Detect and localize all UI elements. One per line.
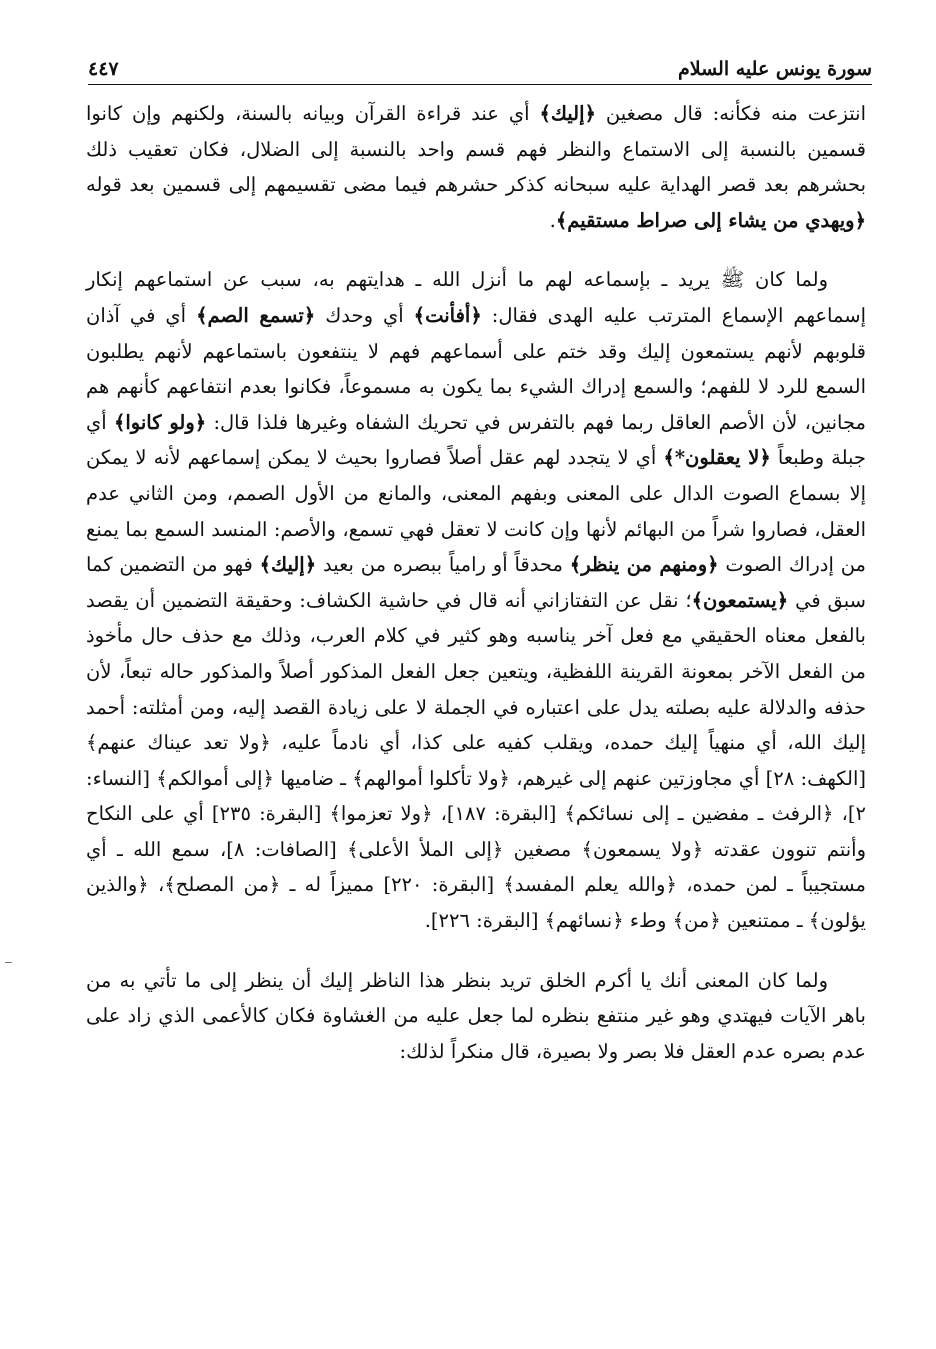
quran-quote: ﴿إليك﴾	[259, 553, 317, 577]
quran-quote: ﴿يستمعون﴾	[691, 588, 789, 612]
page-number: ٤٤٧	[88, 58, 119, 80]
text-run: أي وحدك	[315, 303, 414, 327]
scan-margin-mark	[5, 962, 12, 963]
text-run: ولما كان ﷺ يريد ـ بإسماعه لهم ما أنزل الله ـ هدايتهم به، سبب عن استماعهم إنكار إسماعهم الإسماع المترتب عليه الهدى فقال:	[86, 268, 866, 327]
quran-quote: ﴿ومنهم من ينظر﴾	[569, 553, 719, 577]
text-run: انتزعت منه فكأنه: قال مصغين	[595, 102, 866, 125]
text-run: ولما كان المعنى أنك يا أكرم الخلق تريد بنظر هذا الناظر إليك أن ينظر إلى ما تأتي به من باهر الآيات فيهتدي وهو غير منتفع بنظره لما جعل عليه من الغشاوة فكان كالأعمى الذي زاد على عدم بصره عدم العقل فلا بصر ولا بصيرة، قال منكراً لذلك:	[86, 968, 866, 1063]
quran-quote: ﴿أفأنت﴾	[413, 303, 482, 327]
text-run: محدقاً أو رامياً ببصره من بعيد	[316, 553, 570, 577]
text-run: أي لا يتجدد لهم عقل أصلاً فصاروا بحيث لا يمكن إسماعهم لأنه لا يمكن إلا بسماع الصوت الدال على المعنى وبفهم المعنى، والمانع من الأول الصمم، ومن الثاني عدم العقل، فصاروا شراً من البهائم لأنها وإن كانت لا تعقل فهي تسمع، والأصم: المنسد السمع بما يمنع من إدراك الصوت	[86, 446, 867, 577]
quran-quote: ﴿ويهدي من يشاء إلى صراط مستقيم﴾	[555, 208, 866, 232]
page-header	[88, 40, 872, 85]
paragraph	[86, 96, 866, 238]
quran-quote: ﴿ولو كانوا﴾	[113, 410, 207, 434]
quran-quote: ﴿إليك﴾	[539, 102, 596, 125]
text-run: فهو من التضمين كما سبق في	[86, 553, 866, 612]
quran-quote: ﴿تسمع الصم﴾	[196, 303, 316, 327]
text-run: أي في آذان قلوبهم لأنهم يستمعون إليك وقد ختم على أسماعهم فهم لا ينتفعون باستماعهم لأنهم يطلبون السمع للرد لا للفهم؛ والسمع إدراك الشيء بما يكون به مسموعاً، فكانوا بعدم انتفاعهم كأنهم هم مجانين، لأن الأصم العاقل ربما فهم بالتفرس في تحريك الشفاه وغيرها فلذا قال:	[86, 303, 866, 434]
paragraph	[86, 963, 866, 1070]
quran-quote: ﴿لا يعقلون*﴾	[663, 446, 771, 470]
surah-title: سورة يونس عليه السلام	[678, 58, 872, 80]
paragraph	[86, 262, 866, 938]
text-run: أي عند قراءة القرآن وبيانه بالسنة، ولكنهم وإن كانوا قسمين بالنسبة إلى الاستماع والنظر فهم قسم واحد بالنسبة إلى الضلال، فكان تعقيب ذلك بحشرهم بعد قصر الهداية عليه سبحانه كذكر حشرهم فيما مضى تقسيمهم إلى قسمين بعد قوله	[86, 102, 867, 197]
main-text	[86, 96, 866, 1069]
text-run: أي جبلة وطبعاً	[86, 410, 866, 470]
text-run: ؛ نقل عن التفتازاني أنه قال في حاشية الكشاف: وحقيقة التضمين أن يقصد بالفعل معناه الحقيقي مع فعل آخر يناسبه وهو كثير في كلام العرب، وذلك مع حذف حال مأخوذ من الفعل الآخر بمعونة القرينة اللفظية، ويتعين جعل الفعل المذكور أصلاً والمذكور حاله تبعاً، لأن حذفه والدلالة عليه بصلته يدل على اعتباره في الجملة لا على زيادة القصد إليه، ومن أمثلته: أحمد إليك الله، أي منهياً إليك حمده، ويقلب كفيه على كذا، أي نادماً عليه، ﴿ولا تعد عيناك عنهم﴾ [الكهف: ٢٨] أي مجاوزتين عنهم إلى غيرهم، ﴿ولا تأكلوا أموالهم﴾ ـ ضاميها ﴿إلى أموالكم﴾ [النساء: ٢]، ﴿الرفث ـ مفضين ـ إلى نسائكم﴾ [البقرة: ١٨٧]، ﴿ولا تعزموا﴾ [البقرة: ٢٣٥] أي على النكاح وأنتم تنوون عقدته ﴿ولا يسمعون﴾ مصغين ﴿إلى الملأ الأعلى﴾ [الصافات: ٨]، سمع الله ـ أي مستجيباً ـ لمن حمده، ﴿والله يعلم المفسد﴾ [البقرة: ٢٢٠] مميزاً له ـ ﴿من المصلح﴾، ﴿والذين يؤلون﴾ ـ ممتنعين ﴿من﴾ وطء ﴿نسائهم﴾ [البقرة: ٢٢٦].	[86, 588, 867, 933]
text-run: .	[549, 208, 556, 232]
